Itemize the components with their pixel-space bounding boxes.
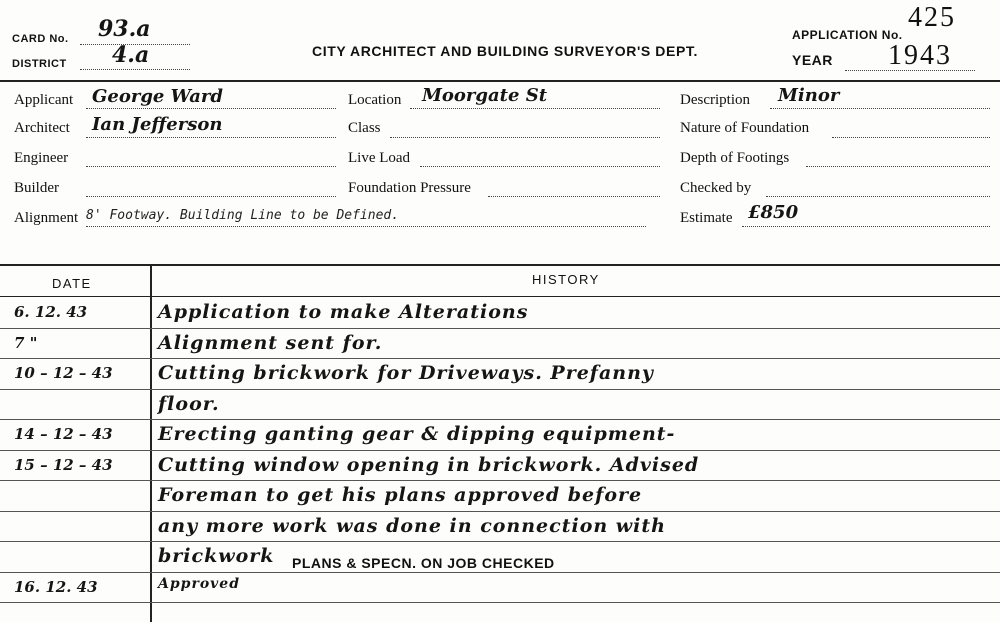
card-no-value: 93.a [98,16,151,42]
builder-label: Builder [14,180,59,196]
location-label: Location [348,92,402,108]
table-row-rule [0,602,1000,603]
header-divider [0,80,1000,82]
applicant-label: Applicant [14,92,74,108]
district-value: 4.a [112,42,150,68]
location-dotted-line [410,108,660,109]
table-row-date: 7 " [14,333,38,352]
table-row-date: 10 – 12 – 43 [14,364,113,382]
table-row-history-text: Alignment sent for. [158,331,383,354]
class-dotted-line [390,137,660,138]
application-no-value: 425 [908,2,956,33]
department-title: CITY ARCHITECT AND BUILDING SURVEYOR'S DEPT. [312,43,698,59]
nature-of-foundation-dotted-line [832,137,990,138]
year-label: YEAR [792,52,833,68]
plans-checked-stamp: PLANS & SPECN. ON JOB CHECKED [292,555,555,571]
table-row-history-text: floor. [158,392,220,415]
history-column-header: HISTORY [532,272,600,287]
engineer-label: Engineer [14,150,69,166]
architect-label: Architect [14,120,70,136]
year-dotted-line [845,70,975,71]
table-row-history-text: any more work was done in connection with [158,514,666,537]
table-row-rule [0,419,1000,420]
description-value: Minor [778,85,840,106]
builder-dotted-line [86,196,336,197]
estimate-dotted-line [742,226,990,227]
table-row-date: 16. 12. 43 [14,577,98,596]
year-value: 1943 [888,40,952,71]
live-load-dotted-line [420,166,660,167]
table-row-rule [0,450,1000,451]
table-row-history-text: Cutting brickwork for Driveways. Prefanny [158,362,654,384]
date-column-divider [150,264,152,622]
foundation-pressure-dotted-line [488,196,660,197]
table-row-rule [0,389,1000,390]
depth-of-footings-dotted-line [806,166,990,167]
table-row-history-text: Application to make Alterations [158,301,529,323]
nature-of-foundation-label: Nature of Foundation [680,120,810,136]
card-no-label: CARD No. [12,33,69,45]
table-row-rule [0,358,1000,359]
engineer-dotted-line [86,166,336,167]
district-dotted-line [80,69,190,70]
checked-by-label: Checked by [680,180,752,196]
foundation-pressure-label: Foundation Pressure [348,180,471,196]
description-label: Description [680,92,750,108]
applicant-dotted-line [86,108,336,109]
table-row-rule [0,572,1000,573]
class-label: Class [348,120,381,136]
description-dotted-line [770,108,990,109]
alignment-label: Alignment [14,210,79,226]
table-row-history-text: Foreman to get his plans approved before [158,484,643,506]
depth-of-footings-label: Depth of Footings [680,150,790,166]
district-label: DISTRICT [12,58,67,70]
table-row-date: 14 – 12 – 43 [14,425,113,443]
table-row-rule [0,511,1000,512]
applicant-value: George Ward [92,86,224,107]
table-row-rule [0,480,1000,481]
architect-dotted-line [86,137,336,138]
architect-value: Ian Jefferson [92,114,223,135]
table-row-date: 15 – 12 – 43 [14,455,113,474]
location-value: Moorgate St [422,85,548,106]
application-no-label: APPLICATION No. [792,28,903,42]
table-row-history-text: Cutting window opening in brickwork. Advised [158,453,700,476]
date-column-header: DATE [52,276,92,291]
table-row-rule [0,541,1000,542]
estimate-value: £850 [748,202,799,223]
table-row-history-text: Erecting ganting gear & dipping equipment- [158,423,676,445]
estimate-label: Estimate [680,210,733,226]
live-load-label: Live Load [348,150,411,166]
checked-by-dotted-line [766,196,990,197]
table-row-history-text: brickwork [158,545,275,567]
table-row-date: 6. 12. 43 [14,303,88,321]
table-row-rule [0,328,1000,329]
alignment-value: 8' Footway. Building Line to be Defined. [86,208,400,223]
table-row-history-text: Approved [158,575,240,592]
alignment-dotted-line [86,226,646,227]
